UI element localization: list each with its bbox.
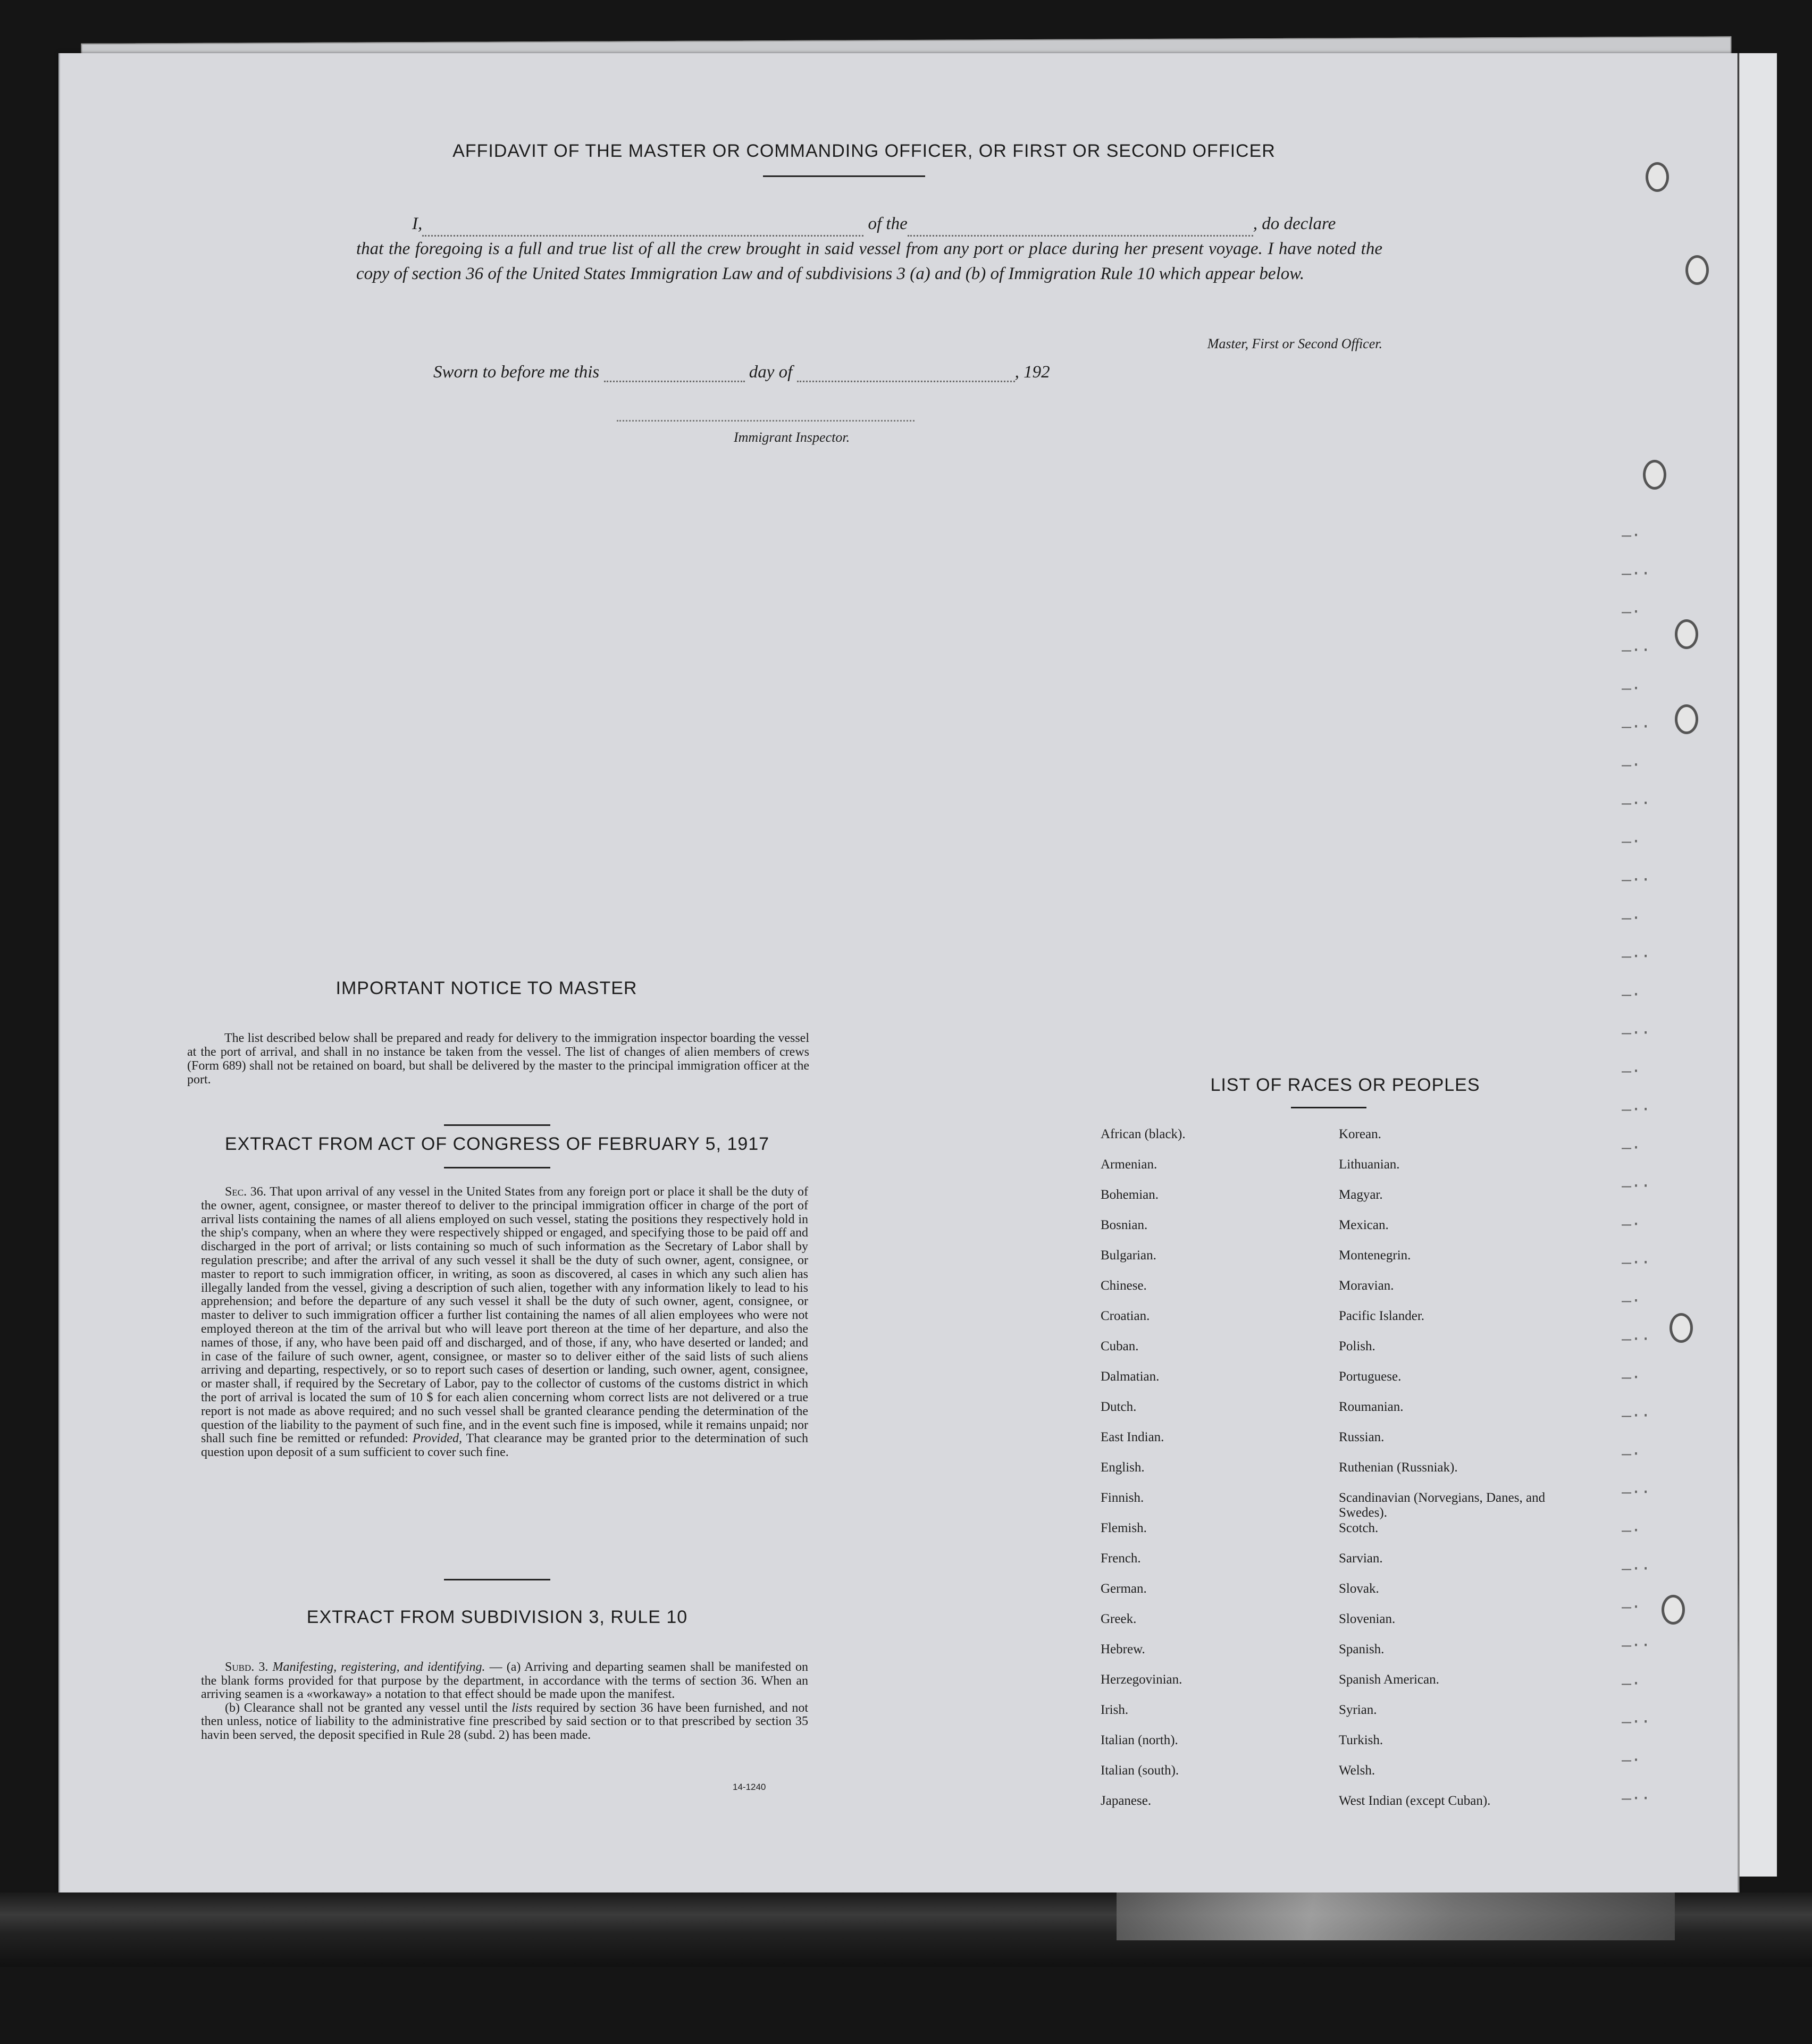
signature-role-label: Master, First or Second Officer. (1207, 336, 1382, 351)
race-item: Bulgarian. (1101, 1248, 1156, 1263)
day-of-label: day of (749, 363, 793, 382)
race-item: African (black). (1101, 1127, 1186, 1141)
act-rule-top (444, 1124, 550, 1126)
subdivision-label: Subd. 3. (225, 1660, 269, 1674)
lists-word: lists (511, 1701, 533, 1715)
subdivision-b-text-end: required by section 36 have been furnished, and not then unless, notice of liability to the administrative fine prescribed by said section or to that prescribed by section 35 havin been served, the deposit specified in Rule 28 (subd. 2) has been made. (201, 1701, 809, 1742)
act-rule-end (444, 1579, 550, 1580)
binding-hole-icon (1675, 704, 1698, 734)
race-item: Finnish. (1101, 1491, 1144, 1505)
race-item: Montenegrin. (1339, 1248, 1411, 1263)
race-item: Korean. (1339, 1127, 1381, 1141)
race-item: Dalmatian. (1101, 1369, 1160, 1384)
binding-hole-icon (1646, 162, 1669, 192)
races-title: LIST OF RACES OR PEOPLES (1210, 1075, 1480, 1095)
section-text-end: That clearance may be granted prior to the determination of such question upon deposit of a sum sufficient to cover such fine. (201, 1432, 809, 1460)
race-item: German. (1101, 1582, 1147, 1596)
sworn-year-label: , 192 (1014, 363, 1050, 382)
race-item: Croatian. (1101, 1309, 1150, 1323)
binding-hole-icon (1685, 255, 1709, 285)
race-item: Bosnian. (1101, 1218, 1148, 1232)
race-item: Italian (south). (1101, 1763, 1179, 1778)
subdivision-heading: Manifesting, registering, and identifying. (272, 1660, 485, 1674)
act-extract-title: EXTRACT FROM ACT OF CONGRESS OF FEBRUARY 5, 1917 (224, 1134, 770, 1154)
races-right-column (1339, 1127, 1583, 1824)
race-item: Syrian. (1339, 1703, 1377, 1717)
act-rule-bottom (444, 1167, 550, 1168)
race-item: Armenian. (1101, 1157, 1157, 1172)
race-item: Mexican. (1339, 1218, 1389, 1232)
subdivision-a-paragraph (201, 1661, 808, 1702)
race-item: West Indian (except Cuban). (1339, 1794, 1491, 1808)
notice-text (187, 1031, 809, 1087)
races-left-column (1101, 1127, 1324, 1824)
race-item: Sarvian. (1339, 1551, 1383, 1566)
race-item: Turkish. (1339, 1733, 1383, 1747)
notice-title: IMPORTANT NOTICE TO MASTER (335, 978, 637, 998)
subdivision-b-text: (b) Clearance shall not be granted any vessel until the (225, 1701, 508, 1715)
rule-extract-text (201, 1661, 808, 1742)
race-item: Slovak. (1339, 1582, 1379, 1596)
act-extract-text (201, 1185, 808, 1460)
race-item: Flemish. (1101, 1521, 1147, 1535)
subdivision-a-text: — (a) Arriving and departing seamen shall be manifested on the blank forms provided for that purpose by the department, in accordance with the terms of section 36. When an arriving seamen is a «workaway» a notation to that effect should be made upon the manifest. (201, 1660, 808, 1701)
race-item: Bohemian. (1101, 1188, 1159, 1202)
race-item: Roumanian. (1339, 1400, 1404, 1414)
race-item: Slovenian. (1339, 1612, 1396, 1626)
race-item: Welsh. (1339, 1763, 1375, 1778)
form-number: 14-1240 (733, 1782, 766, 1792)
race-item: Portuguese. (1339, 1369, 1402, 1384)
race-item: Chinese. (1101, 1278, 1147, 1293)
rule-extract-title: EXTRACT FROM SUBDIVISION 3, RULE 10 (306, 1607, 688, 1627)
race-item: Russian. (1339, 1430, 1385, 1444)
race-item: Polish. (1339, 1339, 1375, 1353)
sworn-line (433, 363, 1125, 382)
do-declare-label: , do declare (1253, 214, 1336, 233)
notice-paragraph: The list described below shall be prepared and ready for delivery to the immigration inspector boarding the vessel at the port of arrival, and shall in no instance be taken from the vessel. The list of changes of alien members of crews (Form 689) shall not be retained on board, but shall be delivered by the master to the principal immigration officer at the port. (187, 1031, 809, 1087)
race-item: Greek. (1101, 1612, 1137, 1626)
race-item: Dutch. (1101, 1400, 1137, 1414)
declaration-first-line (356, 212, 1382, 237)
sworn-day-field[interactable] (604, 381, 745, 382)
binding-hole-icon (1675, 619, 1698, 649)
race-item: Irish. (1101, 1703, 1129, 1717)
binding-hole-icon (1662, 1595, 1685, 1625)
of-the-label: of the (868, 214, 908, 233)
race-item: English. (1101, 1460, 1145, 1475)
affidavit-title: AFFIDAVIT OF THE MASTER OR COMMANDING OFFICER, OR FIRST OR SECOND OFFICER (452, 141, 1276, 161)
race-item: Magyar. (1339, 1188, 1383, 1202)
race-item: French. (1101, 1551, 1141, 1566)
binding-hole-icon (1643, 460, 1666, 490)
provided-label: Provided, (412, 1432, 462, 1446)
race-item: Ruthenian (Russniak). (1339, 1460, 1458, 1475)
race-item: Cuban. (1101, 1339, 1139, 1353)
pronoun-label: I, (412, 214, 423, 233)
race-item: Herzegovinian. (1101, 1672, 1182, 1687)
sworn-month-field[interactable] (797, 381, 1015, 382)
title-rule (763, 175, 925, 177)
race-item: Spanish. (1339, 1642, 1385, 1656)
section-text: That upon arrival of any vessel in the United States from any foreign port or place it shall be the duty of the owner, agent, consignee, or master thereof to deliver to the principal immigration officer in charge of the port of arrival lists containing the names of all aliens employed on such vessel, stating the positions they respectively hold in the ship's company, when an where they were respectively shipped or engaged, and specifying those to be paid off and discharged in the port of arrival; or lists containing so much of such information as the Secretary of Labor shall by regulation prescribe; and after the arrival of any such vessel it shall be the duty of such owner, agent, consignee, or master to report to such immigration officer, in writing, as soon as discovered, al cases in which any such alien has illegally landed from the vessel, giving a description of such alien, together with any information likely to lead to his apprehension; and before the departure of any such vessel it shall be the duty of such owner, agent, consignee, or master to deliver to such immigration officer a further list containing the names of all alien employees who were not employed thereon at the tim of the arrival but who will leave port thereon at the time of her departure, and also the names of those, if any, who have been paid off and discharged, and of those, if any, who have deserted or landed; and in case of the failure of such owner, agent, consignee, or master so to deliver either of the said lists of such aliens arriving and departing, respectively, or so to report such cases of desertion or landing, such owner, agent, consignee, or master shall, if required by the Secretary of Labor, pay to the collector of customs of the customs district in which the port of arrival is located the sum of 10 $ for each alien concerning whom correct lists are not delivered or a true report is not made as above required; and no such vessel shall be granted clearance pending the determination of the question of the liability to the payment of such fine, and in the event such fine is imposed, while it remains unpaid; nor shall such fine be remitted or refunded: (201, 1185, 808, 1446)
affidavit-declaration (356, 212, 1382, 287)
race-item: Japanese. (1101, 1794, 1152, 1808)
race-item: Pacific Islander. (1339, 1309, 1425, 1323)
inspector-role-label: Immigrant Inspector. (734, 430, 850, 445)
bleed-through-dashes: –· –·· –· –·· –· –·· –· –·· –· –·· –· –·· –· –·· –· –·· –· –·· –· –·· –· –·· –· –·· –· –·· –· –·· –· –·· –· –·· –· –·· (1622, 526, 1651, 1808)
inspector-signature-field[interactable] (617, 420, 915, 422)
section-label: Sec. 36. (225, 1185, 266, 1199)
race-item: Scotch. (1339, 1521, 1379, 1535)
races-rule (1291, 1107, 1366, 1108)
inspector-role-line (734, 430, 946, 445)
race-item: Spanish American. (1339, 1672, 1439, 1687)
race-item: Lithuanian. (1339, 1157, 1400, 1172)
binding-hole-icon (1670, 1313, 1693, 1343)
scan-edge-debris (0, 1892, 1812, 1967)
section-36-paragraph (201, 1185, 808, 1460)
race-item: Scandinavian (Norvegians, Danes, and Swedes). (1339, 1491, 1546, 1520)
race-item: East Indian. (1101, 1430, 1164, 1444)
race-item: Hebrew. (1101, 1642, 1145, 1656)
declaration-text: that the foregoing is a full and true list of all the crew brought in said vessel from any port or place during her present voyage. I have noted the copy of section 36 of the United States Immigration Law and of subdivisions 3 (a) and (b) of Immigration Rule 10 which appear below. (356, 239, 1382, 283)
sworn-prefix-label: Sworn to before me this (433, 363, 600, 382)
race-item: Italian (north). (1101, 1733, 1178, 1747)
subdivision-b-paragraph (201, 1702, 808, 1743)
race-item: Moravian. (1339, 1278, 1394, 1293)
page-edge-strip (1739, 53, 1777, 1877)
